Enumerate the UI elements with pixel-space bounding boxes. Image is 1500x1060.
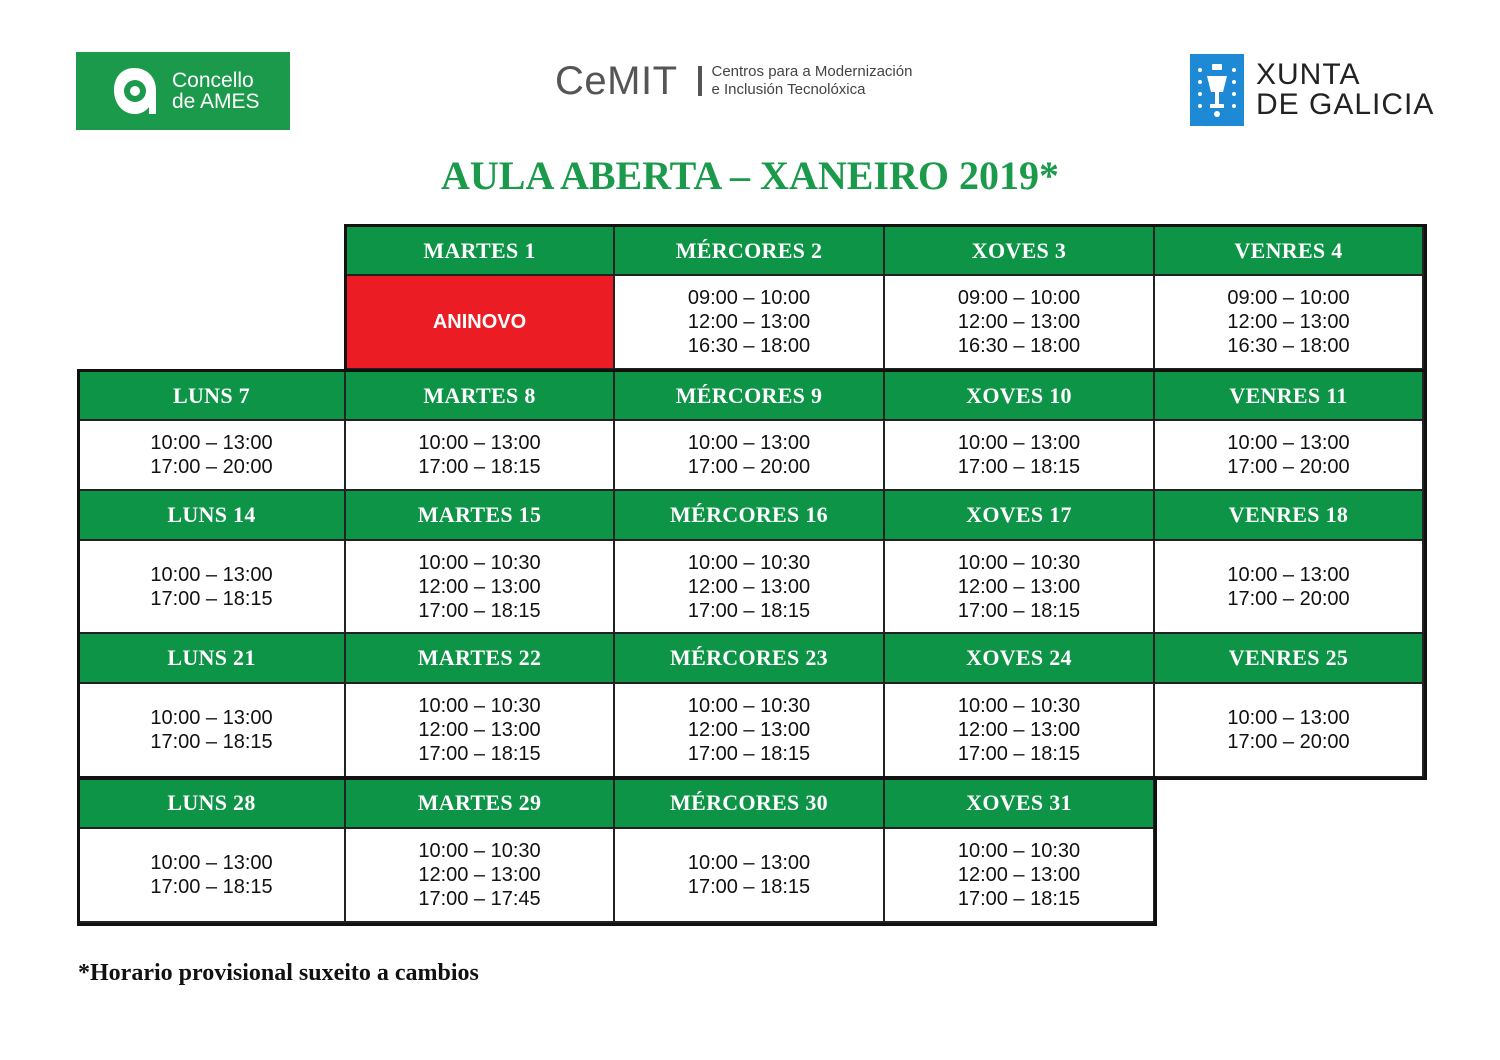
time-slot: 17:00 – 18:15 xyxy=(957,599,1081,622)
time-slot: 10:00 – 13:00 xyxy=(957,432,1081,454)
time-slot: 16:30 – 18:00 xyxy=(687,335,811,357)
day-schedule xyxy=(346,829,615,923)
time-slot: 10:00 – 13:00 xyxy=(150,707,273,729)
day-schedule xyxy=(615,684,885,778)
time-slot: 10:00 – 13:00 xyxy=(687,852,811,874)
time-slot: 12:00 – 13:00 xyxy=(957,311,1081,333)
time-slot: 10:00 – 13:00 xyxy=(1227,707,1350,729)
day-header: LUNS 14 xyxy=(79,491,346,541)
day-header: LUNS 7 xyxy=(79,372,346,421)
day-schedule xyxy=(346,541,615,634)
day-header: XOVES 10 xyxy=(885,372,1155,421)
day-header: MÉRCORES 30 xyxy=(615,778,885,829)
day-header: MARTES 1 xyxy=(346,227,615,276)
day-schedule xyxy=(1155,541,1424,634)
ames-logo-line1: Concello xyxy=(172,69,254,92)
time-slot: 12:00 – 13:00 xyxy=(418,575,541,598)
time-slot: 09:00 – 10:00 xyxy=(687,287,811,309)
holiday-cell: ANINOVO xyxy=(346,276,615,370)
time-slot: 17:00 – 18:15 xyxy=(687,743,811,765)
time-slot: 17:00 – 20:00 xyxy=(1227,456,1350,478)
time-slot: 12:00 – 13:00 xyxy=(418,864,541,886)
time-slot: 16:30 – 18:00 xyxy=(957,335,1081,357)
day-schedule xyxy=(615,829,885,923)
time-slot: 12:00 – 13:00 xyxy=(687,311,811,333)
day-header: VENRES 25 xyxy=(1155,634,1424,684)
day-schedule xyxy=(615,541,885,634)
time-slot: 10:00 – 10:30 xyxy=(687,551,811,574)
day-header: MARTES 22 xyxy=(346,634,615,684)
time-slot: 17:00 – 18:15 xyxy=(150,587,273,610)
time-slot: 17:00 – 18:15 xyxy=(150,876,273,898)
day-schedule xyxy=(1155,684,1424,778)
day-header: MÉRCORES 9 xyxy=(615,372,885,421)
time-slot: 17:00 – 18:15 xyxy=(418,456,541,478)
page-title: AULA ABERTA – XANEIRO 2019* xyxy=(441,153,1059,198)
day-schedule xyxy=(346,421,615,491)
day-schedule xyxy=(79,829,346,923)
time-slot: 17:00 – 20:00 xyxy=(150,456,273,478)
day-header: MÉRCORES 2 xyxy=(615,227,885,276)
time-slot: 17:00 – 18:15 xyxy=(150,731,273,753)
day-header: MARTES 8 xyxy=(346,372,615,421)
time-slot: 12:00 – 13:00 xyxy=(687,575,811,598)
cemit-logo-line1: Centros para a Modernización xyxy=(711,63,913,80)
time-slot: 10:00 – 10:30 xyxy=(418,695,541,717)
day-schedule xyxy=(79,541,346,634)
time-slot: 17:00 – 18:15 xyxy=(957,456,1081,478)
time-slot: 10:00 – 13:00 xyxy=(1227,432,1350,454)
time-slot: 17:00 – 18:15 xyxy=(418,743,541,765)
day-schedule xyxy=(885,684,1155,778)
time-slot: 10:00 – 13:00 xyxy=(687,432,811,454)
day-header: VENRES 4 xyxy=(1155,227,1424,276)
cemit-logo-line2: e Inclusión Tecnolóxica xyxy=(711,81,866,98)
day-schedule xyxy=(885,829,1155,923)
ames-logo-line2: de AMES xyxy=(172,90,260,113)
day-header: MARTES 15 xyxy=(346,491,615,541)
day-schedule xyxy=(346,684,615,778)
cemit-logo-name: CeMIT xyxy=(555,58,678,103)
time-slot: 12:00 – 13:00 xyxy=(1227,311,1350,333)
time-slot: 09:00 – 10:00 xyxy=(957,287,1081,309)
time-slot: 17:00 – 18:15 xyxy=(418,599,541,622)
time-slot: 12:00 – 13:00 xyxy=(957,864,1081,886)
day-schedule xyxy=(615,421,885,491)
time-slot: 10:00 – 10:30 xyxy=(418,840,541,862)
time-slot: 17:00 – 18:15 xyxy=(957,743,1081,765)
time-slot: 10:00 – 10:30 xyxy=(957,840,1081,862)
day-header: XOVES 31 xyxy=(885,778,1155,829)
day-schedule xyxy=(615,276,885,370)
time-slot: 16:30 – 18:00 xyxy=(1227,335,1350,357)
time-slot: 10:00 – 13:00 xyxy=(150,563,273,586)
day-header: LUNS 21 xyxy=(79,634,346,684)
xunta-logo-line1: XUNTA xyxy=(1256,58,1361,91)
time-slot: 10:00 – 10:30 xyxy=(418,551,541,574)
time-slot: 17:00 – 18:15 xyxy=(957,888,1081,910)
time-slot: 17:00 – 20:00 xyxy=(1227,731,1350,753)
time-slot: 10:00 – 13:00 xyxy=(150,432,273,454)
day-header: XOVES 24 xyxy=(885,634,1155,684)
time-slot: 17:00 – 20:00 xyxy=(1227,587,1350,610)
time-slot: 17:00 – 17:45 xyxy=(418,888,541,910)
day-header: MARTES 29 xyxy=(346,778,615,829)
time-slot: 10:00 – 13:00 xyxy=(150,852,273,874)
day-header: MÉRCORES 23 xyxy=(615,634,885,684)
time-slot: 17:00 – 20:00 xyxy=(687,456,811,478)
time-slot: 17:00 – 18:15 xyxy=(687,599,811,622)
time-slot: 12:00 – 13:00 xyxy=(687,719,811,741)
time-slot: 10:00 – 13:00 xyxy=(1227,563,1350,586)
time-slot: 10:00 – 10:30 xyxy=(687,695,811,717)
xunta-logo-line2: DE GALICIA xyxy=(1256,88,1435,121)
day-header: VENRES 11 xyxy=(1155,372,1424,421)
day-header: MÉRCORES 16 xyxy=(615,491,885,541)
day-header: XOVES 17 xyxy=(885,491,1155,541)
day-schedule xyxy=(885,421,1155,491)
time-slot: 12:00 – 13:00 xyxy=(957,575,1081,598)
day-header: LUNS 28 xyxy=(79,778,346,829)
time-slot: 10:00 – 13:00 xyxy=(418,432,541,454)
day-header: XOVES 3 xyxy=(885,227,1155,276)
day-schedule xyxy=(79,684,346,778)
day-header: VENRES 18 xyxy=(1155,491,1424,541)
time-slot: 10:00 – 10:30 xyxy=(957,551,1081,574)
day-schedule xyxy=(79,421,346,491)
day-schedule xyxy=(885,541,1155,634)
day-schedule xyxy=(1155,421,1424,491)
footnote: *Horario provisional suxeito a cambios xyxy=(78,960,479,986)
time-slot: 12:00 – 13:00 xyxy=(957,719,1081,741)
time-slot: 17:00 – 18:15 xyxy=(687,876,811,898)
time-slot: 09:00 – 10:00 xyxy=(1227,287,1350,309)
time-slot: 12:00 – 13:00 xyxy=(418,719,541,741)
time-slot: 10:00 – 10:30 xyxy=(957,695,1081,717)
day-schedule xyxy=(885,276,1155,370)
day-schedule xyxy=(1155,276,1424,370)
